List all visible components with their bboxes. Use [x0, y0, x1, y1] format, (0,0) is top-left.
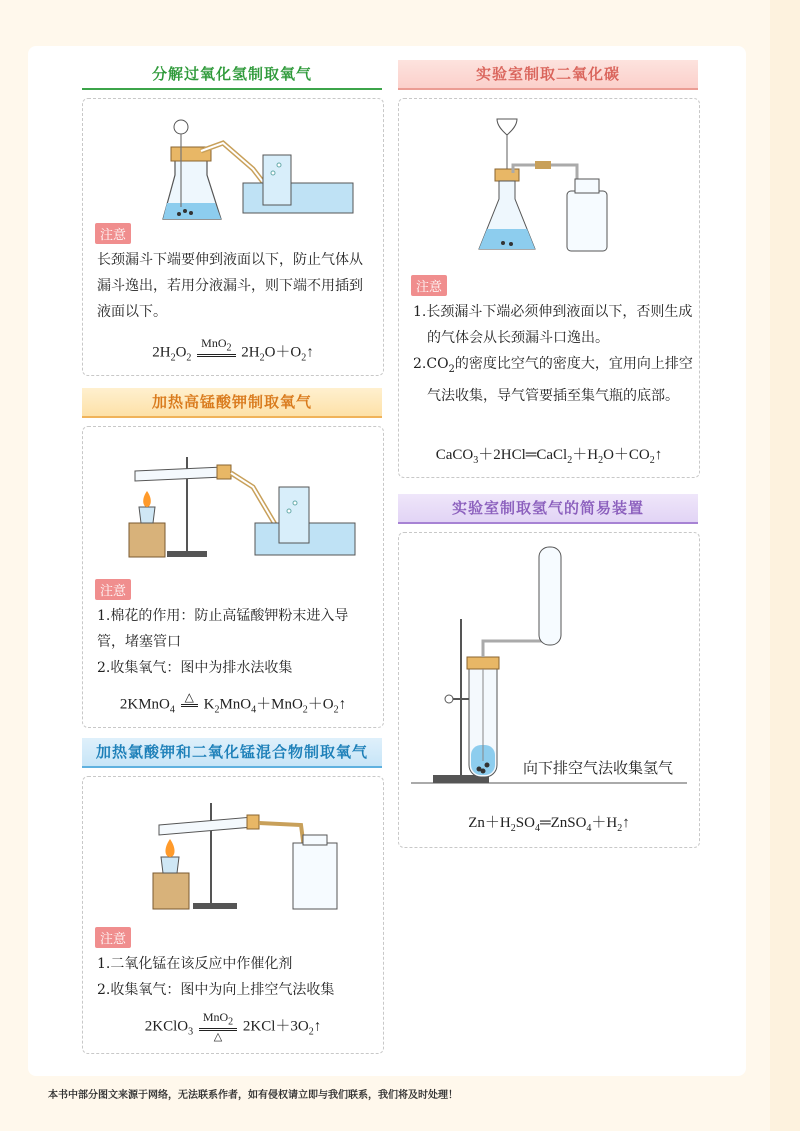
- co2-apparatus-diagram: [399, 99, 699, 263]
- h2-equation: $Zn+H_2SO_4═ZnSO_4+H_2↑$: [468, 815, 630, 834]
- kmno4-box: [82, 426, 384, 728]
- section-title: 加热高锰酸钾制取氧气: [82, 388, 382, 418]
- section-title: 分解过氧化氢制取氧气: [82, 60, 382, 90]
- co2-equation: $CaCO_3+2HCl═CaCl_2+H_2O+CO_2↑$: [435, 447, 663, 466]
- section-title: 实验室制取氢气的简易装置: [398, 494, 698, 524]
- kmno4-equation: 2KMnO$_4$ △ $K_2MnO_4+MnO_2+O_2↑$: [119, 690, 347, 716]
- section-kclo3: [82, 738, 382, 768]
- kclo3-note-1: 1.二氧化锰在该反应中作催化剂: [97, 956, 293, 972]
- h2-box: [398, 532, 700, 848]
- h2-caption: 向下排空气法收集氢气: [523, 759, 674, 777]
- h2o2-equation: $2H_2O_2$ MnO$_2$ $2H_2O+O_2↑$: [152, 336, 314, 364]
- kclo3-note-2: 2.收集氧气：图中为向上排空气法收集: [97, 982, 335, 998]
- kclo3-apparatus-diagram: [83, 777, 383, 917]
- section-title: 实验室制取二氧化碳: [398, 60, 698, 90]
- note-tag: 注意: [95, 927, 131, 948]
- co2-note-1: 1.长颈漏斗下端必须伸到液面以下，否则生成的气体会从长颈漏斗口逸出。: [413, 304, 693, 346]
- h2o2-note: 长颈漏斗下端要伸到液面以下，防止气体从漏斗逸出，若用分液漏斗，则下端不用插到液面以下。: [97, 252, 363, 320]
- co2-box: [398, 98, 700, 478]
- note-tag: 注意: [95, 223, 131, 244]
- page-edge: [770, 0, 800, 1131]
- kmno4-apparatus-diagram: [83, 427, 383, 569]
- co2-note-2: $2.CO_2$的密度比空气的密度大，宜用向上排空气法收集，导气管要插至集气瓶的底部。: [413, 356, 693, 404]
- section-kmno4: [82, 388, 382, 418]
- kclo3-box: [82, 776, 384, 1054]
- h2o2-apparatus-diagram: [83, 99, 383, 221]
- kmno4-note-2: 2.收集氧气：图中为排水法收集: [97, 660, 293, 676]
- kmno4-note-1: 1.棉花的作用：防止高锰酸钾粉末进入导管，堵塞管口: [97, 608, 349, 650]
- note-tag: 注意: [411, 275, 447, 296]
- section-title: 加热氯酸钾和二氧化锰混合物制取氧气: [82, 738, 382, 768]
- section-co2: [398, 60, 698, 90]
- h2-apparatus-diagram: [399, 533, 699, 793]
- h2o2-box: [82, 98, 384, 376]
- section-h2o2: [82, 60, 382, 90]
- section-h2: [398, 494, 698, 524]
- kclo3-equation: 2KClO$_3$ $\frac{MnO_2}{\triangle}$ $2KCl+3O_2↑$: [144, 1010, 322, 1044]
- note-tag: 注意: [95, 579, 131, 600]
- copyright-footer: 本书中部分图文来源于网络，无法联系作者，如有侵权请立即与我们联系，我们将及时处理！: [48, 1090, 458, 1101]
